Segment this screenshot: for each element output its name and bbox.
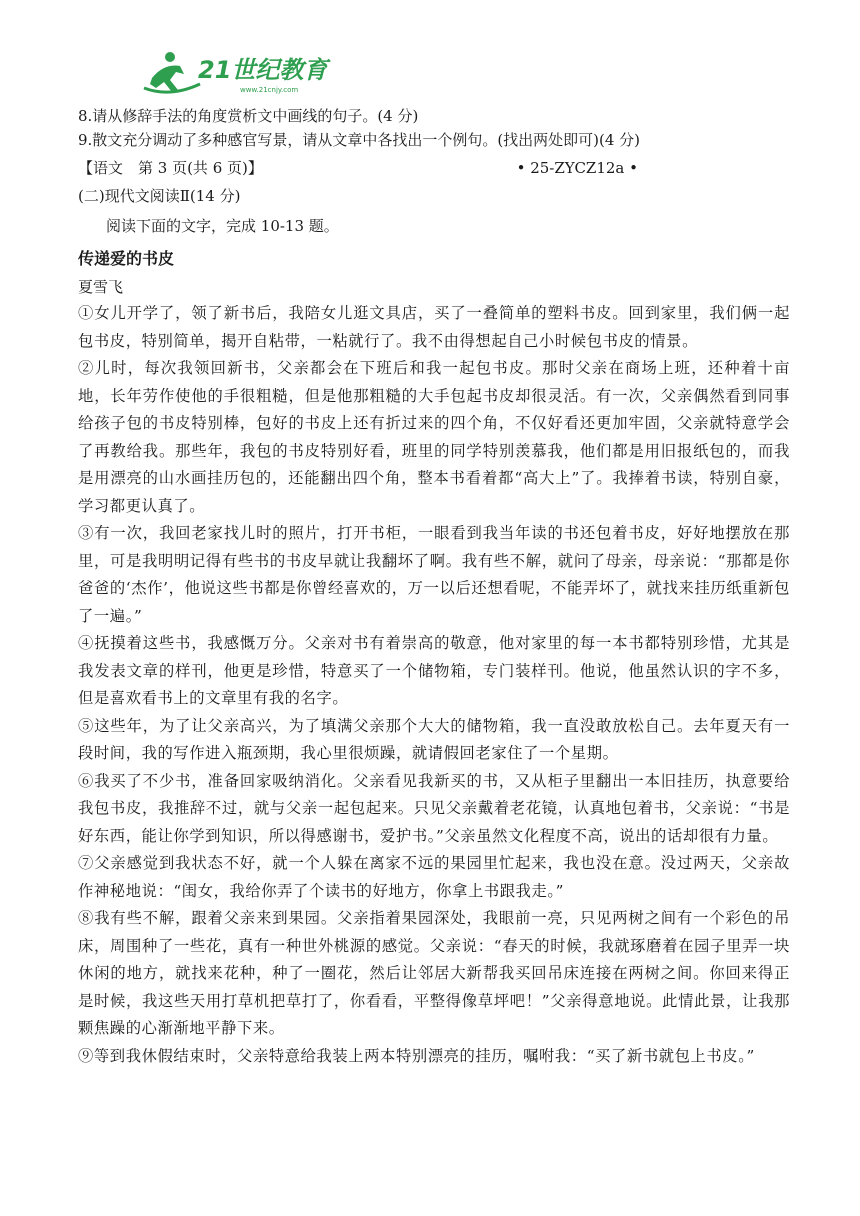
paragraph-3: ③有一次，我回老家找儿时的照片，打开书柜，一眼看到我当年读的书还包着书皮，好好地摆放在那里，可是我明明记得有些书的书皮早就让我翻坏了啊。我有些不解，就问了母亲，母亲说：“那都是你爸爸的‘杰作’，他说这些书都是你曾经喜欢的，万一以后还想看呢，不能弄坏了，就找来挂历纸重新包了一遍。” (78, 524, 790, 625)
question-9: 9.散文充分调动了多种感官写景，请从文章中各找出一个例句。(找出两处即可)(4 分) (78, 131, 641, 149)
logo-21cnjy (140, 48, 328, 98)
paragraph-1: ①女儿开学了，领了新书后，我陪女儿逛文具店，买了一叠简单的塑料书皮。回到家里，我们俩一起包书皮，特别简单，揭开自粘带，一粘就行了。我不由得想起自己小时候包书皮的情景。 (78, 304, 790, 350)
footer-right: • 25-ZYCZ12a • (516, 159, 638, 177)
paragraph-2: ②儿时，每次我领回新书，父亲都会在下班后和我一起包书皮。那时父亲在商场上班，还种着十亩地，长年劳作使他的手很粗糙，但是他那粗糙的大手包起书皮却很灵活。有一次，父亲偶然看到同事给孩子包的书皮特别棒，包好的书皮上还有折过来的四个角，不仅好看还更加牢固，父亲就特意学会了再教给我。那些年，我包的书皮特别好看，班里的同学特别羡慕我，他们都是用旧报纸包的，而我是用漂亮的山水画挂历包的，还能翻出四个角，整本书看着都“高大上”了。我捧着书读，特别自豪，学习都更认真了。 (78, 359, 790, 515)
logo-runner-icon (140, 48, 328, 98)
article-author: 夏雪飞 (78, 278, 124, 296)
paragraph-5: ⑤这些年，为了让父亲高兴，为了填满父亲那个大大的储物箱，我一直没敢放松自己。去年夏天有一段时间，我的写作进入瓶颈期，我心里很烦躁，就请假回老家住了一个星期。 (78, 716, 790, 762)
paragraph-8: ⑧我有些不解，跟着父亲来到果园。父亲指着果园深处，我眼前一亮，只见两树之间有一个彩色的吊床，周围种了一些花，真有一种世外桃源的感觉。父亲说：“春天的时候，我就琢磨着在园子里弄一块休闲的地方，就找来花种，种了一圈花，然后让邻居大新帮我买回吊床连接在两树之间。你回来得正是时候，我这些天用打草机把草打了，你看看，平整得像草坪吧！”父亲得意地说。此情此景，让我那颗焦躁的心渐渐地平静下来。 (78, 909, 790, 1037)
section-heading: (二)现代文阅读Ⅱ(14 分) (78, 187, 241, 205)
paragraph-4: ④抚摸着这些书，我感慨万分。父亲对书有着崇高的敬意，他对家里的每一本书都特别珍惜，尤其是我发表文章的样刊，他更是珍惜，特意买了一个储物箱，专门装样刊。他说，他虽然认识的字不多，但是喜欢看书上的文章里有我的名字。 (78, 634, 790, 707)
document-page (78, 104, 790, 1070)
paragraph-9: ⑨等到我休假结束时，父亲特意给我装上两本特别漂亮的挂历，嘱咐我：“买了新书就包上书皮。” (78, 1046, 755, 1065)
logo-subtext: www.21cnjy.com (240, 86, 299, 94)
paragraph-6: ⑥我买了不少书，准备回家吸纳消化。父亲看见我新买的书，又从柜子里翻出一本旧挂历，执意要给我包书皮，我推辞不过，就与父亲一起包起来。只见父亲戴着老花镜，认真地包着书，父亲说：“书是好东西，能让你学到知识，所以得感谢书，爱护书。”父亲虽然文化程度不高，说出的话却很有力量。 (78, 771, 790, 845)
instruction: 阅读下面的文字，完成 10-13 题。 (106, 217, 339, 235)
logo-text: 21世纪教育 (198, 56, 328, 84)
page-footer (78, 156, 638, 180)
article-title: 传递爱的书皮 (78, 249, 175, 268)
question-8: 8.请从修辞手法的角度赏析文中画线的句子。(4 分) (78, 107, 419, 125)
footer-left: 【语文 第 3 页(共 6 页)】 (78, 159, 263, 177)
paragraph-7: ⑦父亲感觉到我状态不好，就一个人躲在离家不远的果园里忙起来，我也没在意。没过两天，父亲故作神秘地说：“闺女，我给你弄了个读书的好地方，你拿上书跟我走。” (78, 854, 790, 900)
